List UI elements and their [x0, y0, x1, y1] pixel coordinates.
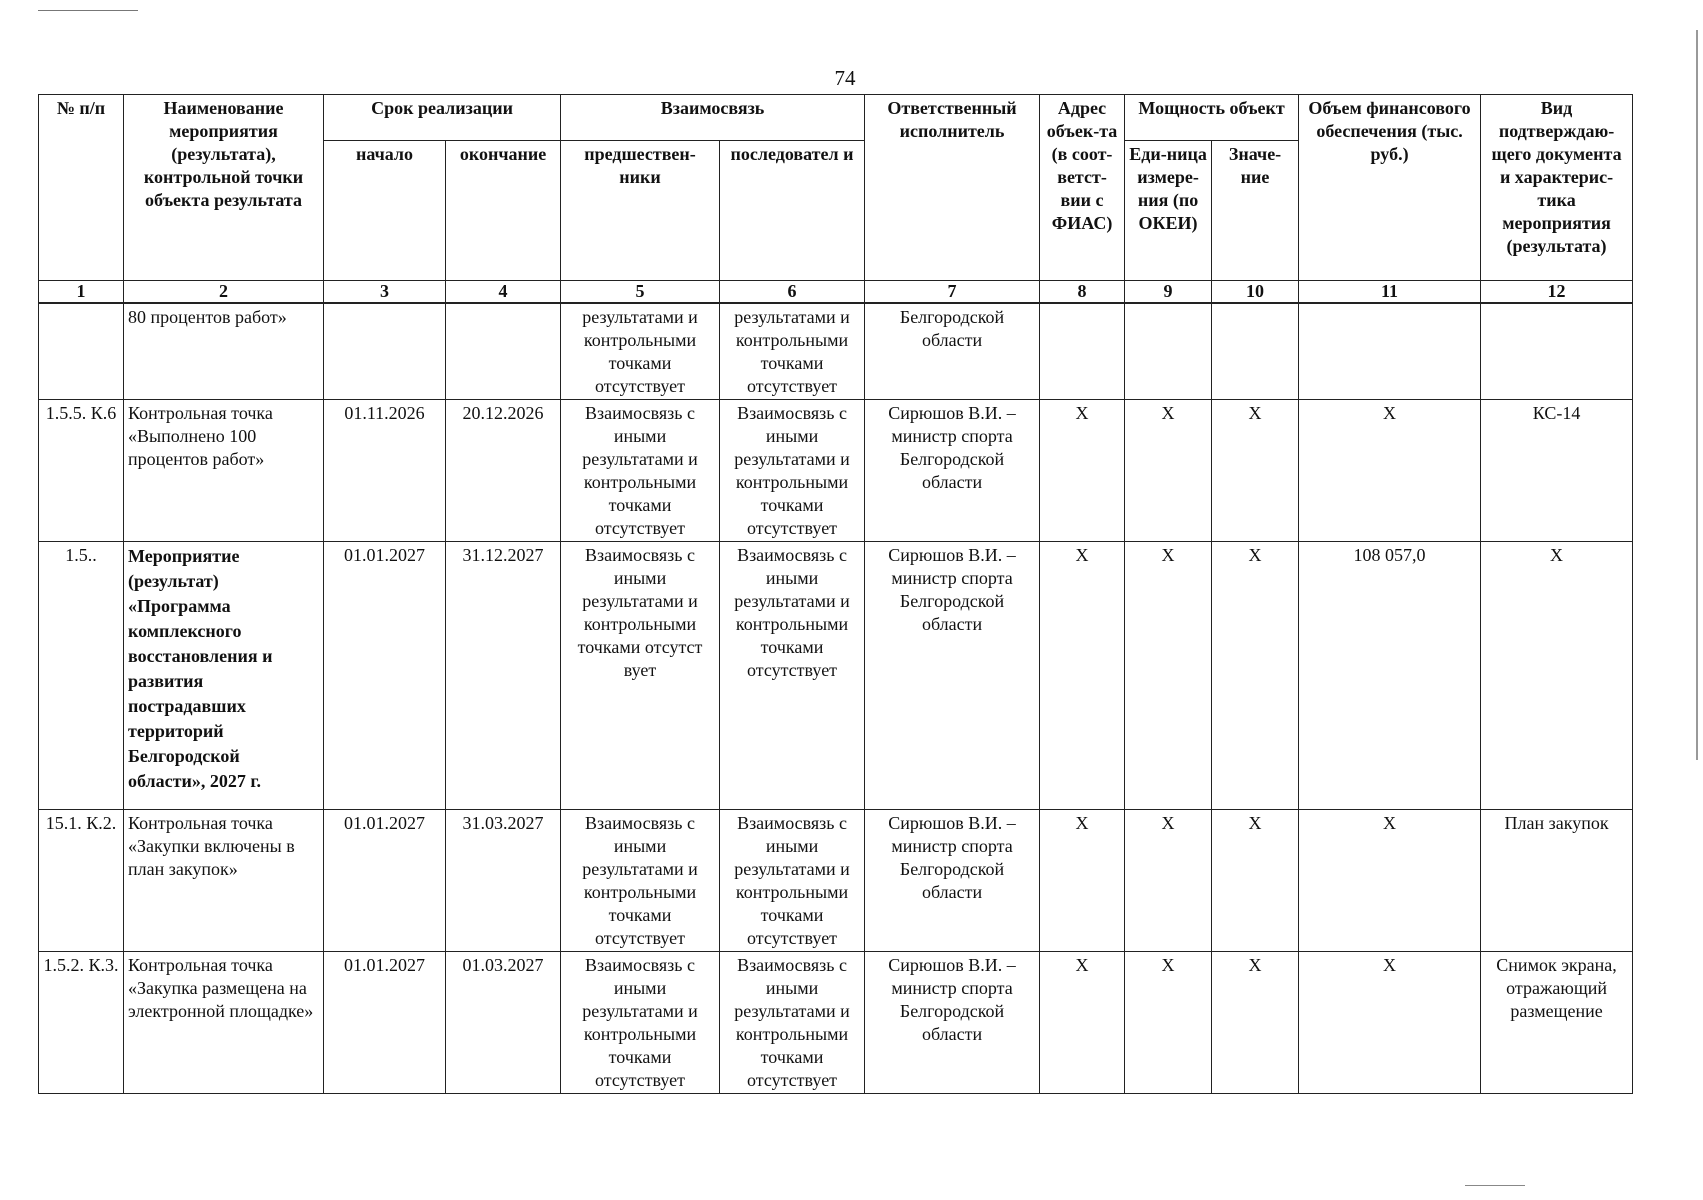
row-value: Х: [1212, 400, 1299, 542]
row-address: Х: [1040, 400, 1125, 542]
row-predecessors: Взаимосвязь с иными результатами и контрольными точками отсутствует: [561, 400, 720, 542]
row-predecessors: результатами и контрольными точками отсутствует: [561, 303, 720, 400]
column-number: 7: [865, 281, 1040, 304]
row-finance: Х: [1299, 400, 1481, 542]
column-number: 12: [1481, 281, 1633, 304]
header-finance: Объем финансового обеспечения (тыс. руб.): [1299, 95, 1481, 281]
row-document: План закупок: [1481, 810, 1633, 952]
row-successors: Взаимосвязь с иными результатами и контрольными точками отсутствует: [720, 952, 865, 1094]
column-number: 8: [1040, 281, 1125, 304]
plan-table: [38, 94, 1633, 1094]
header-end: окончание: [446, 141, 561, 281]
row-document: Снимок экрана, отражающий размещение: [1481, 952, 1633, 1094]
row-address: Х: [1040, 952, 1125, 1094]
header-value: Значе-ние: [1212, 141, 1299, 281]
row-finance: Х: [1299, 952, 1481, 1094]
row-address: Х: [1040, 810, 1125, 952]
row-finance: [1299, 303, 1481, 400]
bottom-mark: [1465, 1185, 1525, 1186]
header-start: начало: [324, 141, 446, 281]
row-address: Х: [1040, 542, 1125, 810]
table-row: [39, 400, 1633, 542]
row-name: Контрольная точка «Закупки включены в план закупок»: [124, 810, 324, 952]
row-value: Х: [1212, 952, 1299, 1094]
row-successors: результатами и контрольными точками отсутствует: [720, 303, 865, 400]
row-number: 1.5..: [39, 542, 124, 810]
row-responsible: Сирюшов В.И. – министр спорта Белгородской области: [865, 952, 1040, 1094]
row-unit: Х: [1125, 400, 1212, 542]
header-name: Наименование мероприятия (результата), контрольной точки объекта результата: [124, 95, 324, 281]
row-end-date: 31.12.2027: [446, 542, 561, 810]
row-start-date: 01.01.2027: [324, 542, 446, 810]
row-start-date: 01.11.2026: [324, 400, 446, 542]
row-successors: Взаимосвязь с иными результатами и контрольными точками отсутствует: [720, 400, 865, 542]
header-term: Срок реализации: [324, 95, 561, 141]
column-number: 10: [1212, 281, 1299, 304]
row-document: КС-14: [1481, 400, 1633, 542]
row-address: [1040, 303, 1125, 400]
row-unit: Х: [1125, 542, 1212, 810]
row-end-date: 31.03.2027: [446, 810, 561, 952]
corner-mark: [38, 10, 138, 11]
row-end-date: [446, 303, 561, 400]
row-predecessors: Взаимосвязь с иными результатами и контрольными точками отсутствует: [561, 952, 720, 1094]
row-unit: [1125, 303, 1212, 400]
row-end-date: 20.12.2026: [446, 400, 561, 542]
row-number: 15.1. К.2.: [39, 810, 124, 952]
column-number: 11: [1299, 281, 1481, 304]
header-predecessors: предшествен-ники: [561, 141, 720, 281]
row-end-date: 01.03.2027: [446, 952, 561, 1094]
row-start-date: 01.01.2027: [324, 810, 446, 952]
row-responsible: Сирюшов В.И. – министр спорта Белгородской области: [865, 400, 1040, 542]
row-start-date: [324, 303, 446, 400]
header-document: Вид подтверждаю-щего документа и характерис-тика мероприятия (результата): [1481, 95, 1633, 281]
row-responsible: Белгородской области: [865, 303, 1040, 400]
row-predecessors: Взаимосвязь с иными результатами и контрольными точками отсутствует: [561, 810, 720, 952]
column-number: 6: [720, 281, 865, 304]
row-value: Х: [1212, 810, 1299, 952]
row-document: Х: [1481, 542, 1633, 810]
header-address: Адрес объек-та (в соот-ветст-вии с ФИАС): [1040, 95, 1125, 281]
column-number: 4: [446, 281, 561, 304]
row-responsible: Сирюшов В.И. – министр спорта Белгородской области: [865, 810, 1040, 952]
row-value: [1212, 303, 1299, 400]
row-document: [1481, 303, 1633, 400]
row-predecessors: Взаимосвязь с иными результатами и контрольными точками отсутст вует: [561, 542, 720, 810]
scan-edge-mark: [1696, 30, 1698, 760]
table-row: [39, 952, 1633, 1094]
row-start-date: 01.01.2027: [324, 952, 446, 1094]
header-unit: Еди-ница измере-ния (по ОКЕИ): [1125, 141, 1212, 281]
row-finance: 108 057,0: [1299, 542, 1481, 810]
row-name: Мероприятие (результат) «Программа комплексного восстановления и развития пострадавших территорий Белгородской области», 2027 г.: [124, 542, 324, 810]
row-number: 1.5.5. К.6: [39, 400, 124, 542]
row-name: 80 процентов работ»: [124, 303, 324, 400]
row-name: Контрольная точка «Закупка размещена на электронной площадке»: [124, 952, 324, 1094]
row-responsible: Сирюшов В.И. – министр спорта Белгородской области: [865, 542, 1040, 810]
row-value: Х: [1212, 542, 1299, 810]
header-power: Мощность объект: [1125, 95, 1299, 141]
column-number: 2: [124, 281, 324, 304]
column-number: 1: [39, 281, 124, 304]
header-successors: последовател и: [720, 141, 865, 281]
table-row: [39, 303, 1633, 400]
column-number: 3: [324, 281, 446, 304]
header-link: Взаимосвязь: [561, 95, 865, 141]
row-unit: Х: [1125, 952, 1212, 1094]
page-number: 74: [834, 66, 856, 90]
row-number: 1.5.2. К.3.: [39, 952, 124, 1094]
column-number: 9: [1125, 281, 1212, 304]
header-row-1: [39, 95, 1633, 141]
table-row: [39, 810, 1633, 952]
row-name: Контрольная точка «Выполнено 100 процентов работ»: [124, 400, 324, 542]
row-successors: Взаимосвязь с иными результатами и контрольными точками отсутствует: [720, 810, 865, 952]
column-number: 5: [561, 281, 720, 304]
row-successors: Взаимосвязь с иными результатами и контрольными точками отсутствует: [720, 542, 865, 810]
row-unit: Х: [1125, 810, 1212, 952]
header-responsible: Ответственный исполнитель: [865, 95, 1040, 281]
header-num: № п/п: [39, 95, 124, 281]
column-number-row: [39, 281, 1633, 304]
table-row: [39, 542, 1633, 810]
row-number: [39, 303, 124, 400]
row-finance: Х: [1299, 810, 1481, 952]
